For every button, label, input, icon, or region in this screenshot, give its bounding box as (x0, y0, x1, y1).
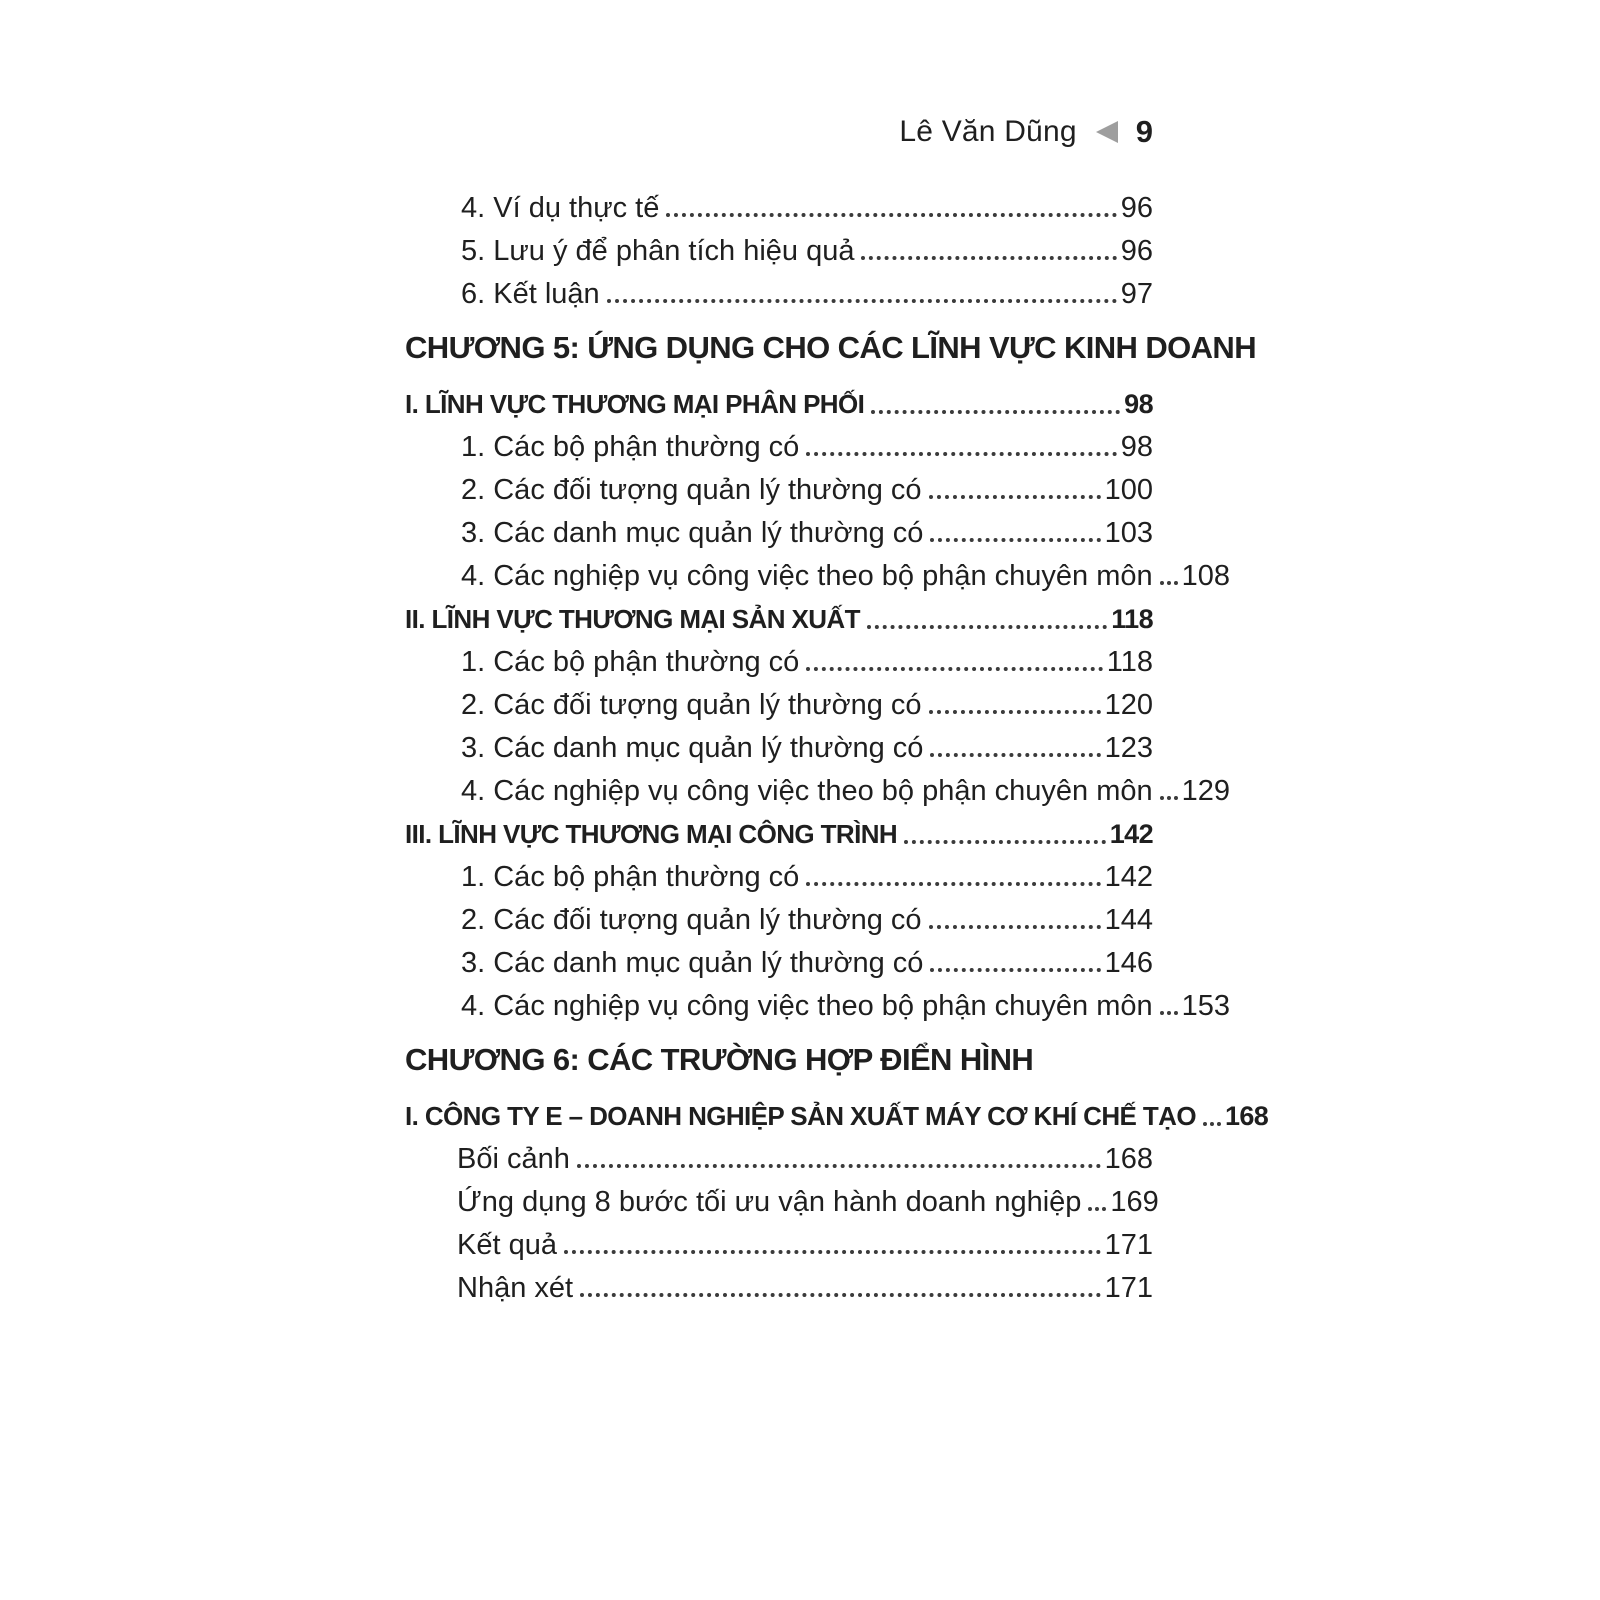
toc-entry-label: Kết quả (457, 1229, 557, 1261)
dot-leader (1160, 1011, 1178, 1015)
author-name: Lê Văn Dũng (899, 115, 1077, 148)
toc-entry-page: 153 (1181, 990, 1231, 1022)
dot-leader (930, 538, 1100, 542)
toc-entry-item (405, 560, 1231, 592)
toc-entry-chapter (405, 1043, 1153, 1077)
toc-entry-label: 1. Các bộ phận thường có (461, 431, 800, 463)
dot-leader (930, 753, 1100, 757)
toc-entry-section (405, 819, 1153, 849)
toc-entry-label: I. CÔNG TY E – DOANH NGHIỆP SẢN XUẤT MÁY CƠ KHÍ CHẾ TẠO (405, 1101, 1196, 1131)
toc-entry-page: 97 (1120, 278, 1153, 310)
toc-entry-page: 98 (1124, 389, 1153, 419)
page-number: 9 (1135, 114, 1153, 149)
toc-entry-label: 3. Các danh mục quản lý thường có (461, 947, 924, 979)
toc-entry-label: 3. Các danh mục quản lý thường có (461, 732, 924, 764)
toc-entry-item (405, 193, 1153, 223)
toc-entry-page: 120 (1104, 689, 1153, 721)
toc-entry-page: 168 (1104, 1143, 1153, 1175)
toc-entry-page: 171 (1104, 1229, 1153, 1261)
toc-entry-item (405, 690, 1153, 720)
toc-entry-section (405, 1101, 1269, 1131)
toc-entry-item (405, 432, 1153, 462)
dot-leader (580, 1293, 1101, 1297)
toc-entry-label: 3. Các danh mục quản lý thường có (461, 517, 924, 549)
toc-entry-label: 1. Các bộ phận thường có (461, 646, 800, 678)
toc-entry-page: 144 (1104, 904, 1153, 936)
toc-entry-page: 123 (1104, 732, 1153, 764)
dot-leader (929, 925, 1101, 929)
toc-entry-page: 168 (1224, 1101, 1269, 1131)
toc-entry-item (405, 775, 1231, 807)
toc-entry-page: 96 (1120, 235, 1153, 267)
toc-entry-section (405, 604, 1153, 634)
dot-leader (806, 667, 1102, 671)
dot-leader (861, 256, 1116, 260)
dot-leader (871, 410, 1120, 414)
toc-entry-label: 2. Các đối tượng quản lý thường có (461, 474, 922, 506)
toc-entry-label: Ứng dụng 8 bước tối ưu vận hành doanh nghiệp (457, 1186, 1082, 1218)
dot-leader (806, 452, 1116, 456)
toc-entry-label: 6. Kết luận (461, 278, 600, 310)
dot-leader (607, 299, 1117, 303)
toc-entry-page: 96 (1120, 192, 1153, 224)
dot-leader (867, 625, 1107, 629)
toc-entry-page: 100 (1104, 474, 1153, 506)
toc-entry-item (405, 948, 1153, 978)
dot-leader (929, 710, 1101, 714)
toc-entry-label: 4. Các nghiệp vụ công việc theo bộ phận chuyên môn (461, 560, 1153, 592)
toc-entry-page: 142 (1109, 819, 1153, 849)
toc-entry-page: 169 (1110, 1186, 1159, 1218)
toc-entry-page: 146 (1104, 947, 1153, 979)
toc-entry-label: 2. Các đối tượng quản lý thường có (461, 904, 922, 936)
toc-entry-label: 4. Ví dụ thực tế (461, 192, 660, 224)
toc-entry-label: II. LĨNH VỰC THƯƠNG MẠI SẢN XUẤT (405, 604, 860, 634)
toc-entry-label: 1. Các bộ phận thường có (461, 861, 800, 893)
toc-entry-label: 2. Các đối tượng quản lý thường có (461, 689, 922, 721)
toc-entry-item (405, 905, 1153, 935)
toc-entry-item (405, 236, 1153, 266)
toc-entry-item (405, 647, 1153, 677)
toc-entry-label: 4. Các nghiệp vụ công việc theo bộ phận chuyên môn (461, 990, 1153, 1022)
dot-leader (1160, 796, 1178, 800)
dot-leader (564, 1250, 1101, 1254)
toc-entry-item (405, 518, 1153, 548)
toc-entry-item (405, 862, 1153, 892)
toc-entry-subitem (405, 1144, 1153, 1174)
toc-entry-item (405, 279, 1153, 309)
toc-entry-label: I. LĨNH VỰC THƯƠNG MẠI PHÂN PHỐI (405, 389, 865, 419)
toc-entry-subitem (405, 1273, 1153, 1303)
dot-leader (577, 1164, 1101, 1168)
toc-entry-chapter (405, 330, 1256, 365)
toc-entry-item (405, 475, 1153, 505)
toc-entry-page: 118 (1106, 646, 1153, 678)
toc-entry-label: CHƯƠNG 5: ỨNG DỤNG CHO CÁC LĨNH VỰC KINH DOANH (405, 330, 1256, 365)
toc-entry-item (405, 990, 1231, 1022)
toc-entry-subitem (405, 1186, 1159, 1218)
dot-leader (904, 840, 1106, 844)
dot-leader (1203, 1122, 1221, 1126)
dot-leader (930, 968, 1100, 972)
toc-entry-page: 108 (1181, 560, 1231, 592)
page-header (405, 114, 1153, 150)
toc-entry-label: Nhận xét (457, 1272, 574, 1304)
toc-entry-section (405, 389, 1153, 419)
table-of-contents (405, 192, 1269, 1316)
toc-entry-subitem (405, 1230, 1153, 1260)
dot-leader (666, 213, 1116, 217)
left-triangle-icon (1095, 120, 1118, 144)
toc-entry-page: 171 (1104, 1272, 1153, 1304)
toc-entry-label: CHƯƠNG 6: CÁC TRƯỜNG HỢP ĐIỂN HÌNH (405, 1042, 1034, 1077)
toc-entry-page: 98 (1120, 431, 1153, 463)
toc-entry-label: 4. Các nghiệp vụ công việc theo bộ phận chuyên môn (461, 775, 1153, 807)
toc-entry-item (405, 733, 1153, 763)
toc-entry-page: 118 (1111, 604, 1153, 634)
toc-entry-label: III. LĨNH VỰC THƯƠNG MẠI CÔNG TRÌNH (405, 819, 898, 849)
toc-entry-page: 142 (1104, 861, 1153, 893)
toc-entry-label: Bối cảnh (457, 1143, 570, 1175)
dot-leader (929, 495, 1101, 499)
dot-leader (1160, 581, 1178, 585)
dot-leader (1088, 1207, 1106, 1211)
toc-entry-page: 129 (1181, 775, 1231, 807)
toc-entry-label: 5. Lưu ý để phân tích hiệu quả (461, 235, 855, 267)
toc-entry-page: 103 (1104, 517, 1153, 549)
dot-leader (806, 882, 1100, 886)
